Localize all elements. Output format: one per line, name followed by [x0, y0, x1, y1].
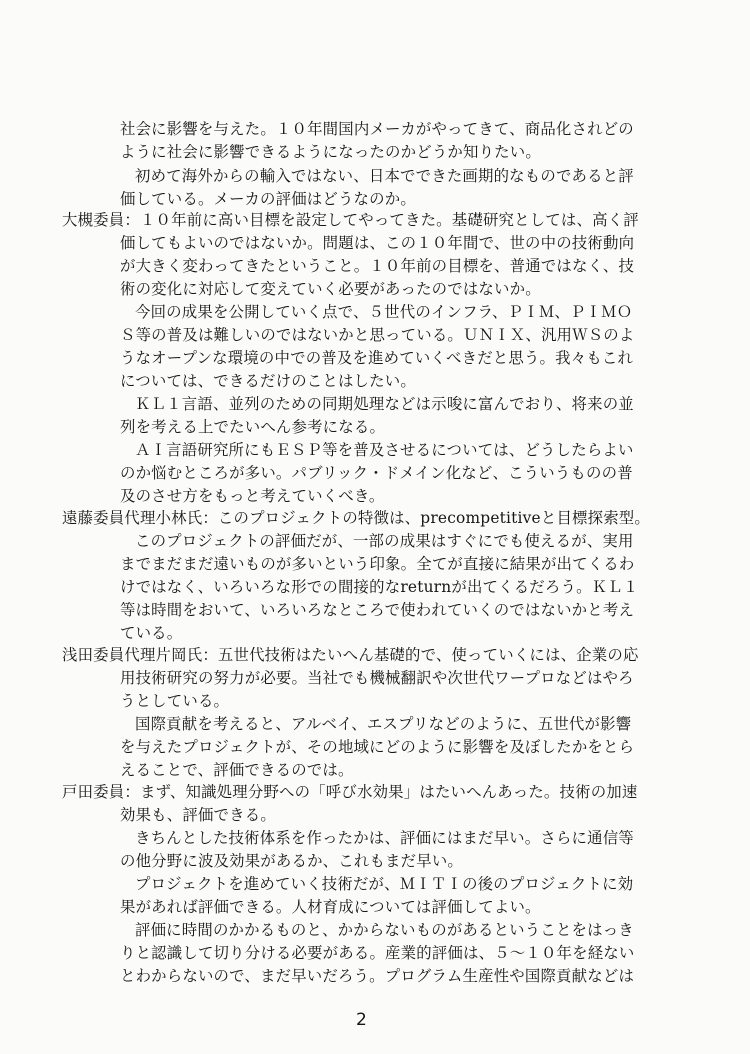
- text-line: 社会に影響を与えた。１０年間国内メーカがやってきて、商品化されどの: [120, 120, 634, 138]
- text-line: 価してもよいのではないか。問題は、この１０年間で、世の中の技術動向: [120, 234, 635, 252]
- text-line: が大きく変わってきたということ。１０年前の目標を、普通ではなく、技: [120, 257, 635, 275]
- text-line: 列を考える上でたいへん参考になる。: [120, 418, 386, 436]
- text-line: 果があれば評価できる。人材育成については評価してよい。: [120, 898, 541, 916]
- text-line: 効果も、評価できる。: [120, 806, 276, 824]
- text-line: ＡＩ言語研究所にもＥＳＰ等を普及させるについては、どうしたらよい: [135, 441, 634, 459]
- text-line: うとしている。: [120, 692, 230, 710]
- text-line: 大槻委員：１０年前に高い目標を設定してやってきた。基礎研究としては、高く評: [62, 211, 639, 229]
- text-line: 戸田委員：まず、知識処理分野への「呼び水効果」はたいへんあった。技術の加速: [62, 783, 638, 801]
- page-number: 2: [356, 1010, 367, 1030]
- text-line: 術の変化に対応して変えていく必要があったのではないか。: [120, 280, 541, 298]
- text-line: 遠藤委員代理小林氏：このプロジェクトの特徴は、precompetitiveと目標探索型。: [62, 509, 650, 527]
- text-line: プロジェクトを進めていく技術だが、ＭＩＴＩの後のプロジェクトに効: [135, 875, 634, 893]
- text-line: 等は時間をおいて、いろいろなところで使われていくのではないかと考え: [120, 601, 635, 619]
- text-line: けではなく、いろいろな形での間接的なreturnが出てくるだろう。ＫＬ１: [120, 578, 639, 596]
- text-line: 評価に時間のかかるものと、かからないものがあるということをはっき: [135, 921, 634, 939]
- text-line: Ｓ等の普及は難しいのではないかと思っている。ＵＮＩＸ、汎用ＷＳのよ: [120, 326, 635, 344]
- text-line: きちんとした技術体系を作ったかは、評価にはまだ早い。さらに通信等: [135, 829, 634, 847]
- text-line: 浅田委員代理片岡氏：五世代技術はたいへん基礎的で、使っていくには、企業の応: [62, 646, 639, 664]
- text-line: ＫＬ１言語、並列のための同期処理などは示唆に富んでおり、将来の並: [135, 395, 634, 413]
- text-line: 初めて海外からの輸入ではない、日本でできた画期的なものであると評: [135, 167, 634, 185]
- text-line: とわからないので、まだ早いだろう。プログラム生産性や国際貢献などは: [120, 967, 635, 985]
- text-line: 国際貢献を考えると、アルベイ、エスプリなどのように、五世代が影響: [135, 715, 632, 733]
- text-line: ように社会に影響できるようになったのかどうか知りたい。: [120, 143, 541, 161]
- text-line: 今回の成果を公開していく点で、５世代のインフラ、ＰＩＭ、ＰＩＭＯ: [135, 303, 633, 321]
- text-line: 用技術研究の努力が必要。当社でも機械翻訳や次世代ワープロなどはやろ: [120, 669, 634, 687]
- text-line: りと認識して切り分ける必要がある。産業的評価は、５～１０年を経ない: [120, 944, 635, 962]
- text-line: を与えたプロジェクトが、その地域にどのように影響を及ぼしたかをとら: [120, 738, 635, 756]
- text-line: このプロジェクトの評価だが、一部の成果はすぐにでも使えるが、実用: [135, 532, 634, 550]
- text-line: うなオープンな環境の中での普及を進めていくべきだと思う。我々もこれ: [120, 349, 634, 367]
- text-line: のか悩むところが多い。パブリック・ドメイン化など、こういうものの普: [120, 464, 633, 482]
- text-line: ている。: [120, 624, 183, 642]
- text-line: については、できるだけのことはしたい。: [120, 372, 416, 390]
- text-line: までまだまだ遠いものが多いという印象。全てが直接に結果が出てくるわ: [120, 555, 635, 573]
- text-line: の他分野に波及効果があるか、これもまだ早い。: [120, 852, 463, 870]
- text-line: 及のさせ方をもっと考えていくべき。: [120, 487, 385, 505]
- text-line: 価している。メーカの評価はどうなのか。: [120, 190, 416, 208]
- text-line: えることで、評価できるのでは。: [120, 761, 354, 779]
